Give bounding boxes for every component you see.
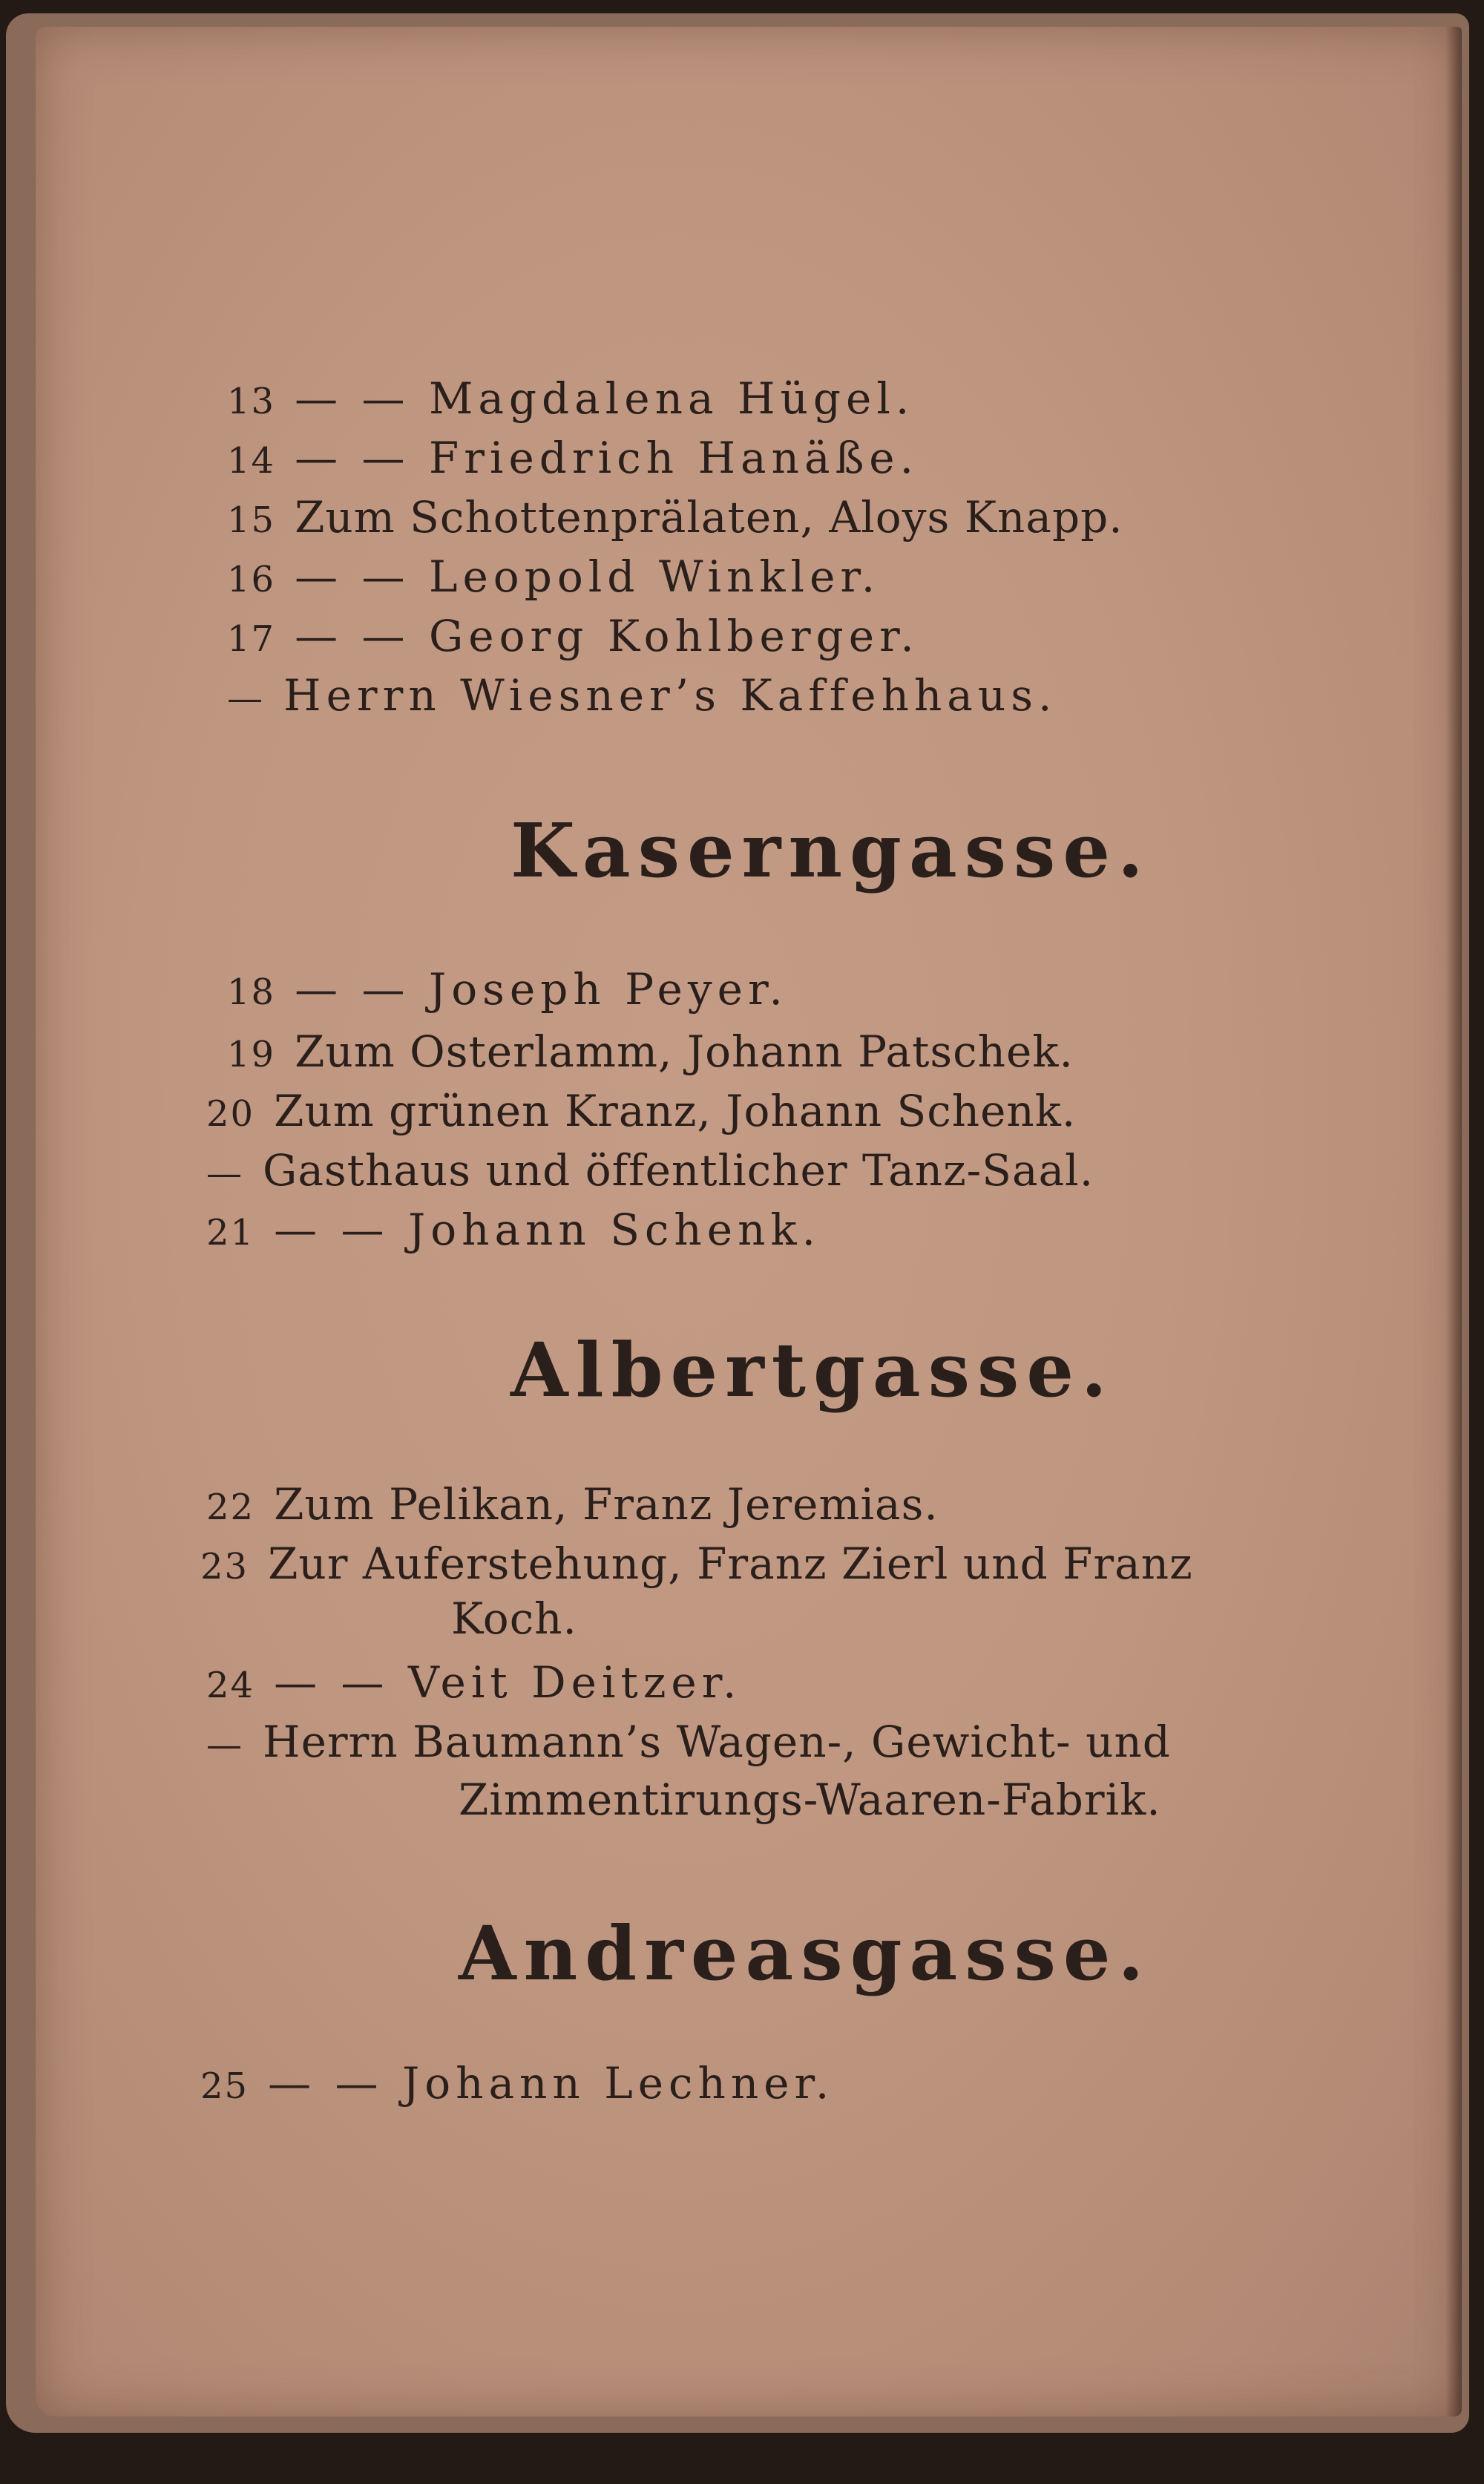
entry-continuation: Koch.: [451, 1593, 577, 1644]
page: [36, 27, 1462, 2416]
list-item: [227, 491, 1123, 546]
house-number: 13: [227, 381, 276, 422]
house-number: 19: [227, 1034, 276, 1075]
entry-text: — — Joseph Peyer.: [295, 964, 788, 1015]
list-item: [206, 1144, 1094, 1199]
entry-text: Zum grünen Kranz, Johann Schenk.: [274, 1086, 1077, 1136]
list-item: [227, 963, 788, 1018]
list-item: [206, 1085, 1076, 1140]
list-item: [206, 1716, 1171, 1771]
house-number: 25: [200, 2065, 249, 2107]
entry-text: Zum Osterlamm, Johann Patschek.: [295, 1026, 1074, 1077]
house-number: 20: [206, 1093, 255, 1135]
section-heading-kaserngasse: Kaserngasse.: [510, 807, 1151, 894]
house-number: 17: [227, 618, 276, 660]
entry-text: Zur Auferstehung, Franz Zierl und Franz: [268, 1538, 1193, 1589]
list-item: [227, 373, 914, 427]
list-item: [227, 610, 919, 665]
list-item: [227, 432, 919, 487]
house-number: 16: [227, 559, 276, 600]
entry-text: Herrn Baumann’s Wagen-, Gewicht- und: [263, 1717, 1171, 1767]
house-number: 14: [227, 440, 276, 482]
house-number: —: [206, 1724, 243, 1766]
list-item: [206, 1204, 821, 1259]
entry-text: — — Veit Deitzer.: [274, 1657, 742, 1708]
entry-text: — — Georg Kohlberger.: [295, 611, 919, 661]
page-content: [36, 27, 1462, 2416]
list-item: [227, 551, 880, 606]
section-heading-albertgasse: Albertgasse.: [510, 1326, 1114, 1414]
entry-text: Zum Schottenprälaten, Aloys Knapp.: [295, 492, 1123, 543]
list-item: [227, 1026, 1074, 1081]
house-number: 23: [200, 1546, 249, 1587]
entry-text: Gasthaus und öffentlicher Tanz-Saal.: [263, 1145, 1094, 1196]
entry-text: Herrn Wiesner’s Kaffehhaus.: [283, 670, 1057, 721]
entry-text: — — Johann Lechner.: [268, 2058, 835, 2108]
entry-text: — — Friedrich Hanäße.: [295, 433, 919, 483]
list-item: [200, 2057, 834, 2112]
entry-continuation: Zimmentirungs-Waaren-Fabrik.: [459, 1774, 1161, 1825]
section-heading-andreasgasse: Andreasgasse.: [459, 1910, 1152, 1997]
entry-text: — — Leopold Winkler.: [295, 551, 881, 602]
house-number: 22: [206, 1487, 255, 1528]
house-number: —: [206, 1153, 243, 1194]
house-number: —: [227, 678, 264, 719]
entry-text: — — Magdalena Hügel.: [295, 373, 915, 424]
house-number: 24: [206, 1665, 255, 1706]
list-item: [200, 1538, 1193, 1593]
entry-text: Zum Pelikan, Franz Jeremias.: [274, 1479, 939, 1530]
entry-text: — — Johann Schenk.: [274, 1205, 821, 1255]
house-number: 21: [206, 1212, 255, 1254]
house-number: 18: [227, 971, 276, 1013]
house-number: 15: [227, 499, 276, 541]
list-item: [227, 669, 1057, 724]
list-item: [206, 1656, 742, 1711]
list-item: [206, 1478, 939, 1533]
